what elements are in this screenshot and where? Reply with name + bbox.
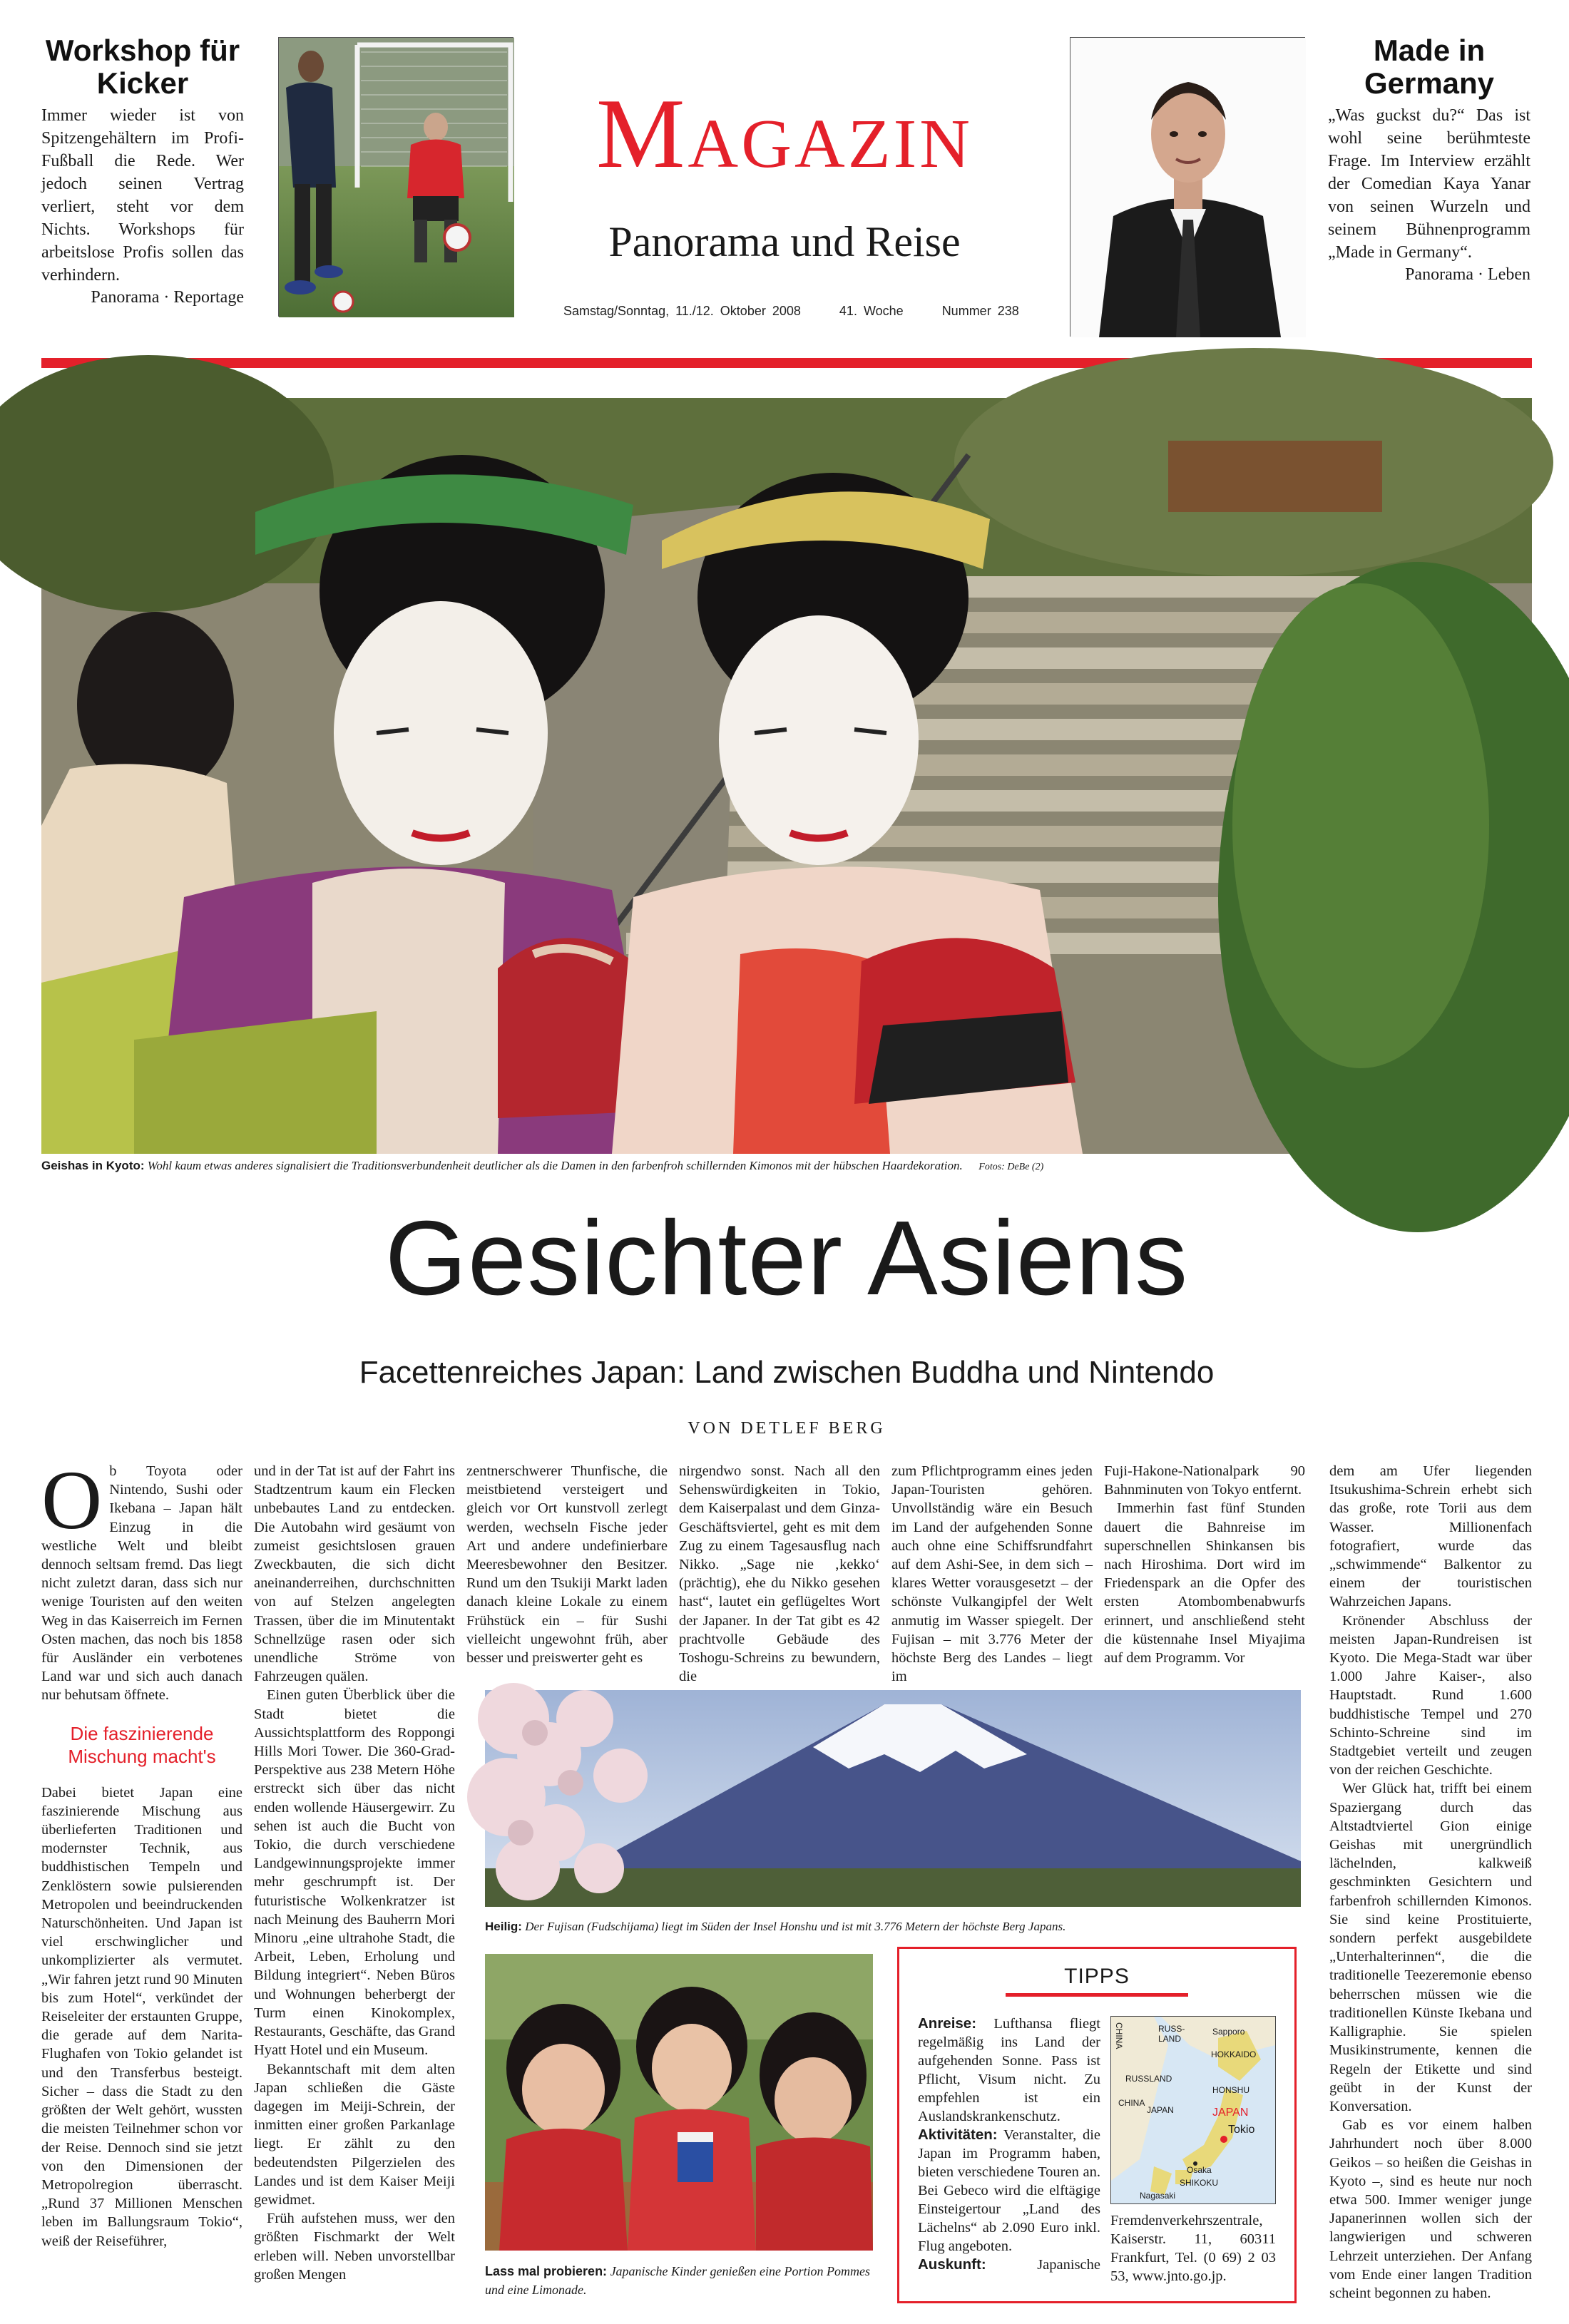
masthead-subtitle: Panorama und Reise xyxy=(608,218,961,265)
tipps-title: TIPPS xyxy=(1064,1965,1130,1988)
article-deck: Facettenreiches Japan: Land zwischen Buddha und Nintendo xyxy=(359,1355,1215,1390)
tipps-auskunft-continued: Fremdenverkehrszentrale, Kaiserstr. 11, 60311 Frankfurt, Tel. (0 69) 2 03 53, www.jnto.go.jp. xyxy=(1110,2213,1276,2284)
tipps-box xyxy=(897,1947,1297,2303)
article-paragraph: Wer Glück hat, trifft bei einem Spaziergang durch das Altstadtviertel Gion einige Geishas mit unergründlich lächelnden, kalkweiß geschminkten Gesichtern und farbenfroh schillernden Kimonos. Sie sind keine Prostituierte, sondern perfekt ausgebildete „Unterhalterinnen“, die die traditionelle Teezeremonie ebenso beherrschen müssen wie die traditionellen Künste Ikebana und Kalligraphie. Sie spielen Musikinstrumente, kennen die Regeln der Etikette und sind geübt in der Kunst der Konversation. xyxy=(1329,1781,1532,2114)
fuji-caption-text: Der Fujisan (Fudschijama) liegt im Süden der Insel Honshu und ist mit 3.776 Metern der höchste Berg Japans. xyxy=(525,1920,1066,1933)
map-label-honshu: HONSHU xyxy=(1212,2085,1250,2095)
map-label-osaka: Osaka xyxy=(1187,2165,1212,2175)
article-paragraph: Bekanntschaft mit dem alten Japan schließen die Gäste dagegen im Meiji-Schrein, der inmitten einer großen Parkanlage liegt. Er zählt zu den bedeutendsten Pilgerzielen des Landes und ist dem Kaiser Meiji gewidmet. xyxy=(254,2061,455,2208)
article-column-4 xyxy=(679,1462,880,1685)
article-column-6 xyxy=(1104,1462,1305,1669)
article-paragraph: und in der Tat ist auf der Fahrt ins Stadtzentrum kaum ein Flecken unbebautes Land zu entdecken. Die Autobahn wird gesäumt von zumeist gesichtslosen grauen Zweckbauten, die sich dicht aneinanderreihen, durchschnitten von auf Stelzen angelegten Trassen, über die im Minutentakt Schnellzüge rasen oder sich unendliche Ströme von Fahrzeugen quälen. xyxy=(254,1463,455,1685)
article-paragraph: Fuji-Hakone-Nationalpark 90 Bahnminuten von Tokyo entfernt. xyxy=(1104,1463,1305,1498)
article-column-1 xyxy=(41,1453,242,2310)
issue-date: Samstag/Sonntag, 11./12. Oktober 2008 xyxy=(563,304,801,318)
right-teaser-footer: Panorama · Leben xyxy=(1405,265,1530,284)
kids-photo xyxy=(485,1954,873,2251)
right-teaser-text: „Was guckst du?“ Das ist wohl seine berühmteste Frage. Im Interview erzählt der Comedian Kaya Yanar von seinen Wurzeln und seinem Bühnenprogramm „Made in Germany“. xyxy=(1328,106,1530,262)
fuji-caption-label: Heilig: xyxy=(485,1920,522,1933)
tipps-anreise xyxy=(918,2015,1100,2126)
left-teaser-footer: Panorama · Reportage xyxy=(91,288,244,307)
article-paragraph: Früh aufstehen muss, wer den größten Fischmarkt der Welt erleben will. Neben unvorstellbar großen Mengen xyxy=(254,2211,455,2283)
kids-caption-text: Japanische Kinder genießen eine Portion Pommes und eine Limonade. xyxy=(485,2264,870,2297)
article-column-3 xyxy=(466,1462,668,1669)
article-paragraph: dem am Ufer liegenden Itsukushima-Schrein erhebt sich das große, rote Torii aus dem Wasser. Millionenfach fotografiert, wurde das „schwimmende“ Balkentor zu einem der touristischen Wahrzeichen Japans. xyxy=(1329,1463,1532,1610)
soccer-photo-image xyxy=(279,38,514,317)
left-teaser-text: Immer wieder ist von Spitzengehältern im Profi-Fußball die Rede. Wer jedoch seinen Vertrag verliert, steht vor dem Nichts. Workshops für arbeitslose Profis sollen das verhindern. xyxy=(41,106,244,285)
map-label-sapporo: Sapporo xyxy=(1212,2027,1245,2037)
article-paragraph: Gab es vor einem halben Jahrhundert noch über 8.000 Geikos – so heißen die Geishas in Kyoto –, sind es heute nur noch etwa 500. Immer weniger junge Japanerinnen wollen sich der langwierigen und schweren Lehrzeit unterziehen. Der Anfang vom Ende einer langen Tradition scheint begonnen zu haben. xyxy=(1329,2117,1532,2301)
article-paragraph: b Toyota oder Nintendo, Sushi oder Ikebana – Japan hält Einzug in die westliche Welt und bleibt dennoch seltsam fremd. Das liegt nicht zuletzt daran, dass sich nur wenige Touristen auf den weiten Weg in das Kaiserreich im Fernen Osten machen, das noch bis 1858 für Ausländer ein verbotenes Land war und sich auch danach nur behutsam öffnete. xyxy=(41,1463,242,1704)
map-label-russland: RUSSLAND xyxy=(1125,2074,1172,2084)
tipps-auskunft xyxy=(918,2256,1100,2274)
article-paragraph: zum Pflichtprogramm eines jeden Japan-Touristen gehören. Unvollständig wäre ein Besuch im Land der aufgehenden Sonne auch ohne eine Schiffsrundfahrt auf dem Ashi-See, in dem sich – klares Wetter vorausgesetzt – der schönste Vulkangipfel der Welt anmutig im Wasser spiegelt. Der Fujisan – mit 3.776 Meter der höchste Berg des Landes – liegt im xyxy=(891,1463,1093,1685)
photo-credit: Fotos: DeBe (2) xyxy=(978,1162,1044,1172)
geisha-caption-label: Geishas in Kyoto: xyxy=(41,1159,145,1172)
map-label-china-2: CHINA xyxy=(1118,2098,1145,2108)
tipps-aktivitaeten xyxy=(918,2126,1100,2256)
article-column-7 xyxy=(1329,1462,1532,2310)
article-paragraph: nirgendwo sonst. Nach all den Sehenswürdigkeiten in Tokio, dem Kaiserpalast und dem Ginza-Geschäftsviertel, geht es mit dem Zug zu einem Tagesausflug nach Nikko. „Sage nie ‚kekko‘ (prächtig), ehe du Nikko gesehen hast“, lautet ein geflügeltes Wort der Japaner. In der Tat gibt es 42 prachtvolle Gebäude des Toshogu-Schreins zu bewundern, die xyxy=(679,1463,880,1685)
geisha-caption-text: Wohl kaum etwas anderes signalisiert die Traditionsverbundenheit deutlicher als die Damen in den farbenfroh schillernden Kimonos mit der hübschen Haardekoration. xyxy=(147,1159,963,1172)
map-label-hokkaido: HOKKAIDO xyxy=(1211,2049,1257,2059)
tipps-auskunft-text-a: Japanische xyxy=(1037,2257,1100,2273)
article-paragraph: Dabei bietet Japan eine faszinierende Mischung aus überlieferten Traditionen und modernster Technik, aus buddhistischen Tempeln und Zenklöstern sowie pulsierenden Metropolen und beeindruckenden Naturschönheiten. Und Japan ist viel erschwinglicher und unkomplizierter als vermutet. „Wir fahren jetzt rund 90 Minuten bis zum Hotel“, verkündet der Reiseleiter der erstaunten Gruppe, die gerade auf dem Narita-Flughafen von Tokio gelandet ist und den Transferbus besteigt. Sicher – dass die Stadt zu den größten der Welt gehört, wussten die meisten Teilnehmer schon vor der Reise. Dennoch sind sie jetzt von den Dimensionen der Metropolregion überrascht. „Rund 37 Millionen Menschen leben im Ballungsraum Tokio“, weiß der Reiseführer, xyxy=(41,1784,242,2249)
map-label-shikoku: SHIKOKU xyxy=(1180,2178,1219,2188)
article-headline: Gesichter Asiens xyxy=(384,1199,1189,1317)
map-label-tokio: Tokio xyxy=(1228,2124,1255,2136)
tipps-aktivitaeten-text: Veranstalter, die Japan im Programm haben, bieten verschiedene Touren an. Bei Gebeco wird die elftägige Einsteigertour „Land des Lächelns“ ab 2.090 Euro inkl. Flug angeboten. xyxy=(918,2127,1100,2254)
article-paragraph: zentnerschwerer Thunfische, die meistbietend versteigert und gleich vor Ort kunstvoll zerlegt werden, wechseln Fische jeder Art und andere undefinierbare Meeresbewohner den Besitzer. Rund um den Tsukiji Markt laden danach kleine Lokale zu einem Frühstück ein – für Sushi vielleicht ungewohnt früh, aber besser und preiswerter geht es xyxy=(466,1463,668,1667)
kids-caption-label: Lass mal probieren: xyxy=(485,2264,608,2278)
japan-map-image xyxy=(1111,2017,1275,2203)
tipps-anreise-text: Lufthansa fliegt regelmäßig ins Land der aufgehenden Sonne. Pass ist Pflicht, Visum nicht. Zu empfehlen ist ein Auslandskrankenschutz. xyxy=(918,2016,1101,2124)
masthead: Magazin xyxy=(596,78,973,189)
right-teaser xyxy=(1328,34,1530,285)
kids-photo-image xyxy=(485,1954,873,2251)
tipps-aktivitaeten-label: Aktivitäten: xyxy=(918,2126,998,2143)
soccer-photo xyxy=(278,37,513,317)
article-dropcap: O xyxy=(41,1453,103,1547)
left-teaser-title: Workshop für Kicker xyxy=(45,34,240,100)
map-label-japan: JAPAN xyxy=(1147,2105,1174,2115)
article-paragraph: Krönender Abschluss der meisten Japan-Rundreisen ist Kyoto. Die Mega-Stadt war über 1.000 Jahre Kaiser-, also Hauptstadt. Rund 1.600 buddhistische Tempel und 270 Schinto-Schreine sind im Stadtgebiet verteilt und zeugen von der reichen Geschichte. xyxy=(1329,1612,1532,1778)
article-column-2 xyxy=(254,1462,455,2310)
issue-line xyxy=(563,304,1034,319)
fuji-caption xyxy=(485,1918,1301,1935)
tipps-left-text xyxy=(918,2015,1100,2274)
article-paragraph: Immerhin fast fünf Stunden dauert die Bahnreise im superschnellen Shinkansen bis nach Hiroshima. Dort wird im Friedenspark an die Opfer des ersten Atombombenabwurfs erinnert, und anschließend steht die küstennahe Insel Miyajima auf dem Programm. Vor xyxy=(1104,1500,1305,1667)
fuji-photo xyxy=(485,1690,1301,1907)
article-column-5 xyxy=(891,1462,1093,1685)
article-paragraph: Einen guten Überblick über die Stadt bietet die Aussichtsplattform des Roppongi Hills Mori Tower. Die 360-Grad-Perspektive aus 238 Metern Höhe erstreckt sich über das nicht enden wollende Häusergewirr. Zu sehen ist auch die Bucht von Tokio, die durch verschiedene Landgewinnungsprojekte immer mehr geschrumpft ist. Der futuristische Wolkenkratzer ist nach Meinung des Bauherrn Mori Minoru „eine ultrahohe Stadt, die Arbeit, Leben, Erholung und Bildung integriert“. Neben Büros und Wohnungen beherbergt der Turm einen Kinokomplex, Restaurants, Geschäfte, das Grand Hyatt Hotel und ein Museum. xyxy=(254,1687,455,2059)
japan-map xyxy=(1110,2016,1276,2204)
tipps-title-rule xyxy=(1006,1993,1188,1997)
map-label-japan-red: JAPAN xyxy=(1212,2107,1249,2119)
map-label-china: CHINA xyxy=(1114,2022,1124,2049)
left-teaser xyxy=(41,34,244,308)
fuji-photo-image xyxy=(485,1690,1301,1907)
map-label-nagasaki: Nagasaki xyxy=(1140,2191,1176,2201)
kids-caption xyxy=(485,2262,873,2299)
geisha-photo xyxy=(41,398,1532,1154)
right-teaser-title: Made in Germany xyxy=(1364,34,1495,100)
issue-number: Nummer 238 xyxy=(941,304,1019,318)
article-subheading: Die faszinierende Mischung macht's xyxy=(68,1722,216,1767)
tipps-auskunft-label: Auskunft: xyxy=(918,2256,986,2273)
map-label-russland-top: RUSS-LAND xyxy=(1158,2024,1185,2044)
comedian-photo-image xyxy=(1070,38,1306,337)
comedian-photo xyxy=(1070,37,1305,337)
geisha-photo-image xyxy=(41,398,1532,1154)
tipps-anreise-label: Anreise: xyxy=(918,2015,977,2032)
geisha-caption xyxy=(41,1157,1468,1176)
issue-week: 41. Woche xyxy=(839,304,904,318)
article-byline: VON DETLEF BERG xyxy=(688,1419,886,1438)
